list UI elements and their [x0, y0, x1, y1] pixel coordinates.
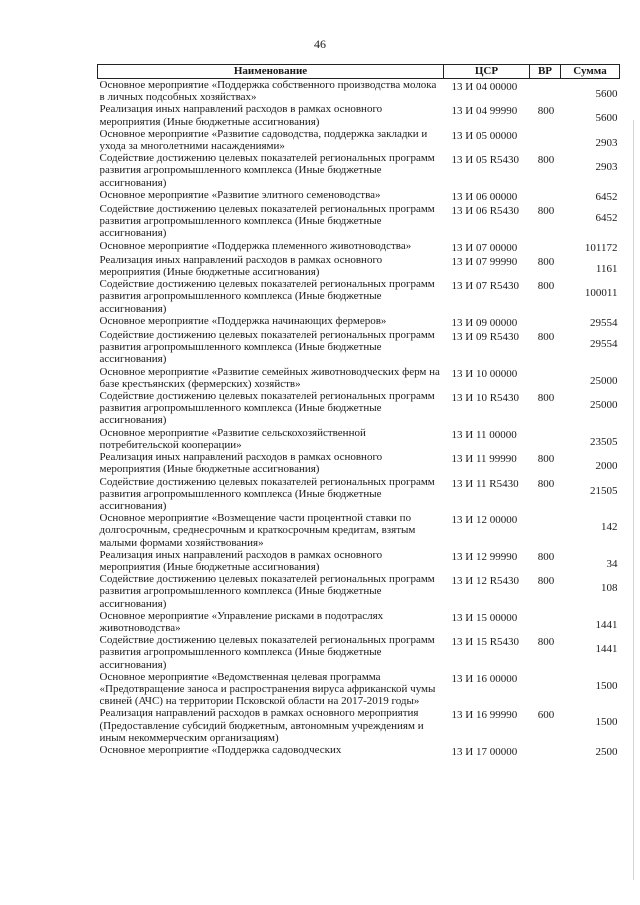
row-sum-cell: 142: [601, 521, 618, 534]
row-sum-cell: 25000: [590, 399, 618, 412]
row-csr-cell: 13 И 15 R5430: [451, 636, 520, 649]
page-number: 46: [314, 37, 326, 51]
row-name-cell: Основное мероприятие «Поддержка племенного животноводства»: [99, 239, 412, 252]
row-name-cell: Основное мероприятие «Возмещение части процентной ставки по долгосрочным, среднесрочным и краткосрочным кредитам, взятым малыми формами хозяйствования»: [99, 512, 416, 549]
row-name-cell: Содействие достижению целевых показателей региональных программ развития агропромышленного комплекса (Иные бюджетные ассигнования): [99, 475, 435, 512]
row-name-cell: Основное мероприятие «Поддержка собственного производства молока в личных подсобных хозяйствах»: [99, 79, 437, 104]
row-sum-cell: 5600: [595, 88, 618, 100]
row-vr-cell: [530, 128, 561, 152]
table-row: [98, 240, 620, 254]
row-csr-cell: 13 И 05 R5430: [451, 154, 520, 167]
row-vr-cell: 800: [537, 453, 555, 466]
row-name-cell: Основное мероприятие «Развитие садоводства, поддержка закладки и ухода за многолетними насаждениями»: [99, 127, 428, 153]
row-vr-cell: [530, 610, 561, 634]
row-vr-cell: [530, 79, 561, 104]
row-sum-cell: 29554: [590, 316, 618, 329]
row-name-cell: Основное мероприятие «Поддержка начинающих фермеров»: [99, 314, 387, 327]
row-csr-cell: 13 И 07 R5430: [451, 280, 520, 293]
row-sum-cell: 6452: [595, 212, 618, 225]
row-name-cell: Реализация иных направлений расходов в рамках основного мероприятия (Иные бюджетные ассигнования): [99, 103, 383, 128]
row-csr-cell: 13 И 09 R5430: [451, 331, 520, 344]
row-vr-cell: 800: [537, 280, 555, 293]
row-csr-cell: 13 И 07 99990: [451, 255, 518, 268]
row-vr-cell: 800: [537, 477, 555, 490]
row-name-cell: Основное мероприятие «Развитие сельскохозяйственной потребительской кооперации»: [99, 426, 366, 451]
table-row: [98, 103, 620, 127]
row-name-cell: Реализация направлений расходов в рамках основного мероприятия (Предоставление субсидий бюджетным, автономным учреждениям и иным некоммерческим организациям): [99, 707, 424, 744]
row-name-cell: Реализация иных направлений расходов в рамках основного мероприятия (Иные бюджетные ассигнования): [99, 548, 383, 573]
row-csr-cell: 13 И 11 R5430: [451, 477, 519, 490]
row-vr-cell: 800: [537, 550, 555, 563]
row-csr-cell: 13 И 17 00000: [451, 745, 518, 758]
row-csr-cell: 13 И 16 99990: [451, 709, 518, 722]
row-name-cell: Содействие достижению целевых показателей региональных программ развития агропромышленного комплекса (Иные бюджетные ассигнования): [99, 152, 435, 189]
table-row: [98, 634, 620, 671]
row-name-cell: Основное мероприятие «Поддержка садоводческих: [99, 743, 342, 756]
row-vr-cell: 800: [537, 154, 555, 167]
table-row: [98, 329, 620, 366]
header-name: Наименование: [98, 65, 444, 79]
row-sum-cell: 1500: [595, 716, 618, 729]
row-sum-cell: 100011: [584, 287, 618, 300]
row-name-cell: Содействие достижению целевых показателей региональных программ развития агропромышленного комплекса (Иные бюджетные ассигнования): [99, 203, 435, 240]
row-sum-cell: 6452: [595, 190, 618, 203]
row-vr-cell: 800: [537, 205, 555, 218]
table-row: [98, 254, 620, 278]
row-sum-cell: 108: [601, 582, 618, 595]
row-vr-cell: 800: [537, 331, 555, 344]
row-sum-cell: 2500: [595, 745, 618, 758]
row-sum-cell: 1500: [595, 679, 618, 692]
row-sum-cell: 23505: [590, 435, 618, 448]
row-csr-cell: 13 И 05 00000: [451, 129, 518, 142]
table-header-row: [98, 65, 620, 79]
row-sum-cell: 1161: [595, 262, 618, 275]
row-csr-cell: 13 И 11 99990: [451, 453, 517, 466]
row-name-cell: Основное мероприятие «Ведомственная целевая программа «Предотвращение заноса и распространения вируса африканской чумы свиней (АЧС) на территории Псковской области на 2017-2019 годы»: [99, 670, 436, 708]
row-name-cell: Основное мероприятие «Развитие элитного семеноводства»: [99, 188, 381, 201]
table-row: [98, 573, 620, 610]
row-csr-cell: 13 И 15 00000: [451, 611, 518, 624]
row-csr-cell: 13 И 10 R5430: [451, 392, 520, 405]
row-csr-cell: 13 И 16 00000: [451, 672, 518, 685]
row-name-cell: Содействие достижению целевых показателей региональных программ развития агропромышленного комплекса (Иные бюджетные ассигнования): [99, 329, 435, 366]
row-sum-cell: 29554: [590, 338, 618, 351]
budget-table: [97, 64, 619, 758]
row-sum-cell: 5600: [595, 112, 618, 125]
row-name-cell: Содействие достижению целевых показателей региональных программ развития агропромышленного комплекса (Иные бюджетные ассигнования): [99, 390, 435, 427]
row-vr-cell: 800: [537, 255, 555, 268]
row-csr-cell: 13 И 12 00000: [451, 514, 518, 527]
header-vr: ВР: [530, 65, 561, 79]
row-csr-cell: 13 И 04 99990: [451, 105, 518, 118]
table-row: [98, 79, 620, 104]
row-vr-cell: [530, 671, 561, 708]
table-row: [98, 512, 620, 549]
row-csr-cell: 13 И 07 00000: [451, 241, 518, 254]
header-csr: ЦСР: [444, 65, 530, 79]
table-row: [98, 707, 620, 744]
row-name-cell: Содействие достижению целевых показателей региональных программ развития агропромышленного комплекса (Иные бюджетные ассигнования): [99, 634, 435, 671]
table-row: [98, 366, 620, 390]
table-row: [98, 315, 620, 329]
row-vr-cell: 800: [537, 636, 555, 649]
table-row: [98, 671, 620, 708]
row-vr-cell: [530, 315, 561, 329]
row-sum-cell: 34: [606, 557, 618, 570]
table-row: [98, 549, 620, 573]
row-sum-cell: 21505: [590, 484, 618, 497]
row-sum-cell: 101172: [584, 241, 618, 254]
row-csr-cell: 13 И 06 00000: [451, 190, 518, 203]
row-name-cell: Реализация иных направлений расходов в рамках основного мероприятия (Иные бюджетные ассигнования): [99, 451, 383, 476]
row-vr-cell: 800: [537, 575, 555, 588]
row-vr-cell: 600: [537, 709, 555, 722]
table-row: [98, 189, 620, 203]
page-edge-mark: [633, 120, 634, 880]
row-sum-cell: 25000: [590, 374, 618, 387]
row-sum-cell: 2000: [595, 460, 618, 473]
header-sum: Сумма: [561, 65, 620, 79]
table-row: [98, 390, 620, 427]
row-name-cell: Содействие достижению целевых показателей региональных программ развития агропромышленного комплекса (Иные бюджетные ассигнования): [99, 278, 435, 315]
row-csr-cell: 13 И 12 R5430: [451, 575, 520, 588]
row-sum-cell: 2903: [595, 136, 618, 149]
row-vr-cell: [530, 189, 561, 203]
row-csr-cell: 13 И 06 R5430: [451, 205, 520, 218]
table-row: [98, 427, 620, 451]
row-name-cell: Основное мероприятие «Развитие семейных животноводческих ферм на базе крестьянских (фермерских) хозяйств»: [99, 365, 440, 390]
row-name-cell: Основное мероприятие «Управление рисками в подотраслях животноводства»: [99, 609, 384, 634]
table-row: [98, 744, 620, 758]
table-row: [98, 610, 620, 634]
row-sum-cell: 1441: [595, 618, 618, 631]
table-row: [98, 476, 620, 513]
row-vr-cell: 800: [537, 392, 555, 405]
row-csr-cell: 13 И 11 00000: [451, 428, 517, 441]
row-vr-cell: [530, 366, 561, 390]
table-row: [98, 152, 620, 189]
row-csr-cell: 13 И 09 00000: [451, 316, 518, 329]
table-row: [98, 278, 620, 315]
row-csr-cell: 13 И 12 99990: [451, 550, 518, 563]
table-row: [98, 128, 620, 152]
row-vr-cell: [530, 240, 561, 254]
row-vr-cell: 800: [537, 105, 555, 118]
row-csr-cell: 13 И 10 00000: [451, 367, 518, 380]
row-sum-cell: 2903: [595, 161, 618, 174]
table-row: [98, 203, 620, 240]
row-name-cell: Содействие достижению целевых показателей региональных программ развития агропромышленного комплекса (Иные бюджетные ассигнования): [99, 573, 435, 610]
row-csr-cell: 13 И 04 00000: [451, 81, 518, 93]
row-vr-cell: [530, 427, 561, 451]
row-vr-cell: [530, 512, 561, 549]
row-sum-cell: 1441: [595, 643, 618, 656]
row-vr-cell: [530, 744, 561, 758]
table-row: [98, 451, 620, 475]
row-name-cell: Реализация иных направлений расходов в рамках основного мероприятия (Иные бюджетные ассигнования): [99, 253, 383, 279]
